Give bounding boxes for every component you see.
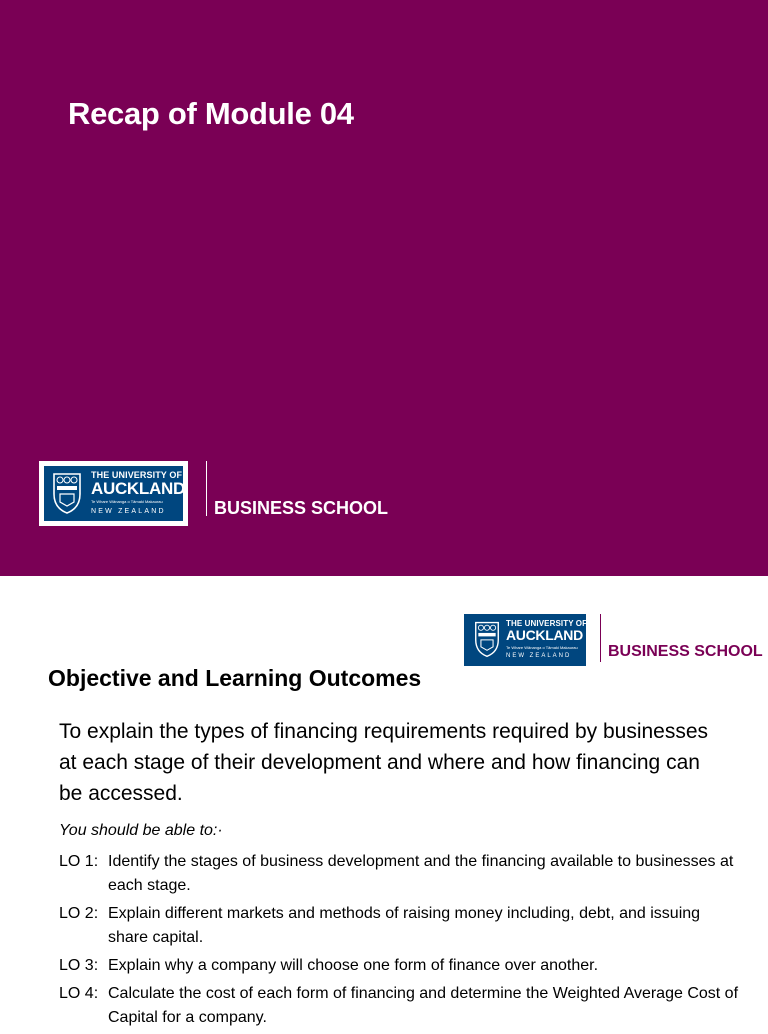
outcome-code: LO 2: bbox=[59, 905, 99, 922]
logo-line-4: NEW ZEALAND bbox=[91, 508, 166, 515]
logo-line-3: Te Whare Wānanga o Tāmaki Makaurau bbox=[506, 645, 578, 650]
list-item bbox=[59, 954, 739, 978]
outcome-code: LO 1: bbox=[59, 853, 99, 870]
logo-line-2: AUCKLAND bbox=[506, 627, 583, 643]
university-logo-small bbox=[462, 612, 588, 668]
logo-divider bbox=[206, 461, 207, 516]
logo-line-3: Te Whare Wānanga o Tāmaki Makaurau bbox=[91, 499, 163, 504]
section-title: Objective and Learning Outcomes bbox=[48, 665, 422, 691]
crest-icon bbox=[52, 472, 82, 514]
university-logo bbox=[39, 461, 188, 526]
outcome-code: LO 4: bbox=[59, 985, 99, 1002]
logo-divider bbox=[600, 614, 601, 662]
outcome-text: Calculate the cost of each form of financing and determine the Weighted Average Cost of Capital for a company. bbox=[108, 985, 739, 1026]
list-item bbox=[59, 982, 739, 1030]
list-item bbox=[59, 902, 739, 950]
logo-line-1: THE UNIVERSITY OF bbox=[506, 619, 588, 628]
outcome-code: LO 3: bbox=[59, 957, 99, 974]
objective-text: To explain the types of financing requirements required by businesses at each stage of their development and where and how financing can be accessed. bbox=[59, 720, 709, 805]
business-school-label: BUSINESS SCHOOL bbox=[608, 643, 763, 660]
outcomes-intro: You should be able to:· bbox=[59, 822, 223, 839]
outcome-text: Explain different markets and methods of raising money including, debt, and issuing share capital. bbox=[108, 905, 701, 946]
list-item bbox=[59, 850, 739, 898]
logo-line-1: THE UNIVERSITY OF bbox=[91, 470, 183, 480]
logo-line-4: NEW ZEALAND bbox=[506, 653, 572, 659]
logo-line-2: AUCKLAND bbox=[91, 479, 185, 498]
learning-outcomes-list bbox=[59, 850, 739, 1034]
slide-title: Recap of Module 04 bbox=[68, 96, 354, 131]
outcome-text: Identify the stages of business development and the financing available to businesses at each stage. bbox=[108, 853, 734, 894]
business-school-label: BUSINESS SCHOOL bbox=[214, 498, 389, 518]
outcome-text: Explain why a company will choose one form of finance over another. bbox=[108, 957, 599, 974]
crest-icon bbox=[474, 619, 500, 659]
